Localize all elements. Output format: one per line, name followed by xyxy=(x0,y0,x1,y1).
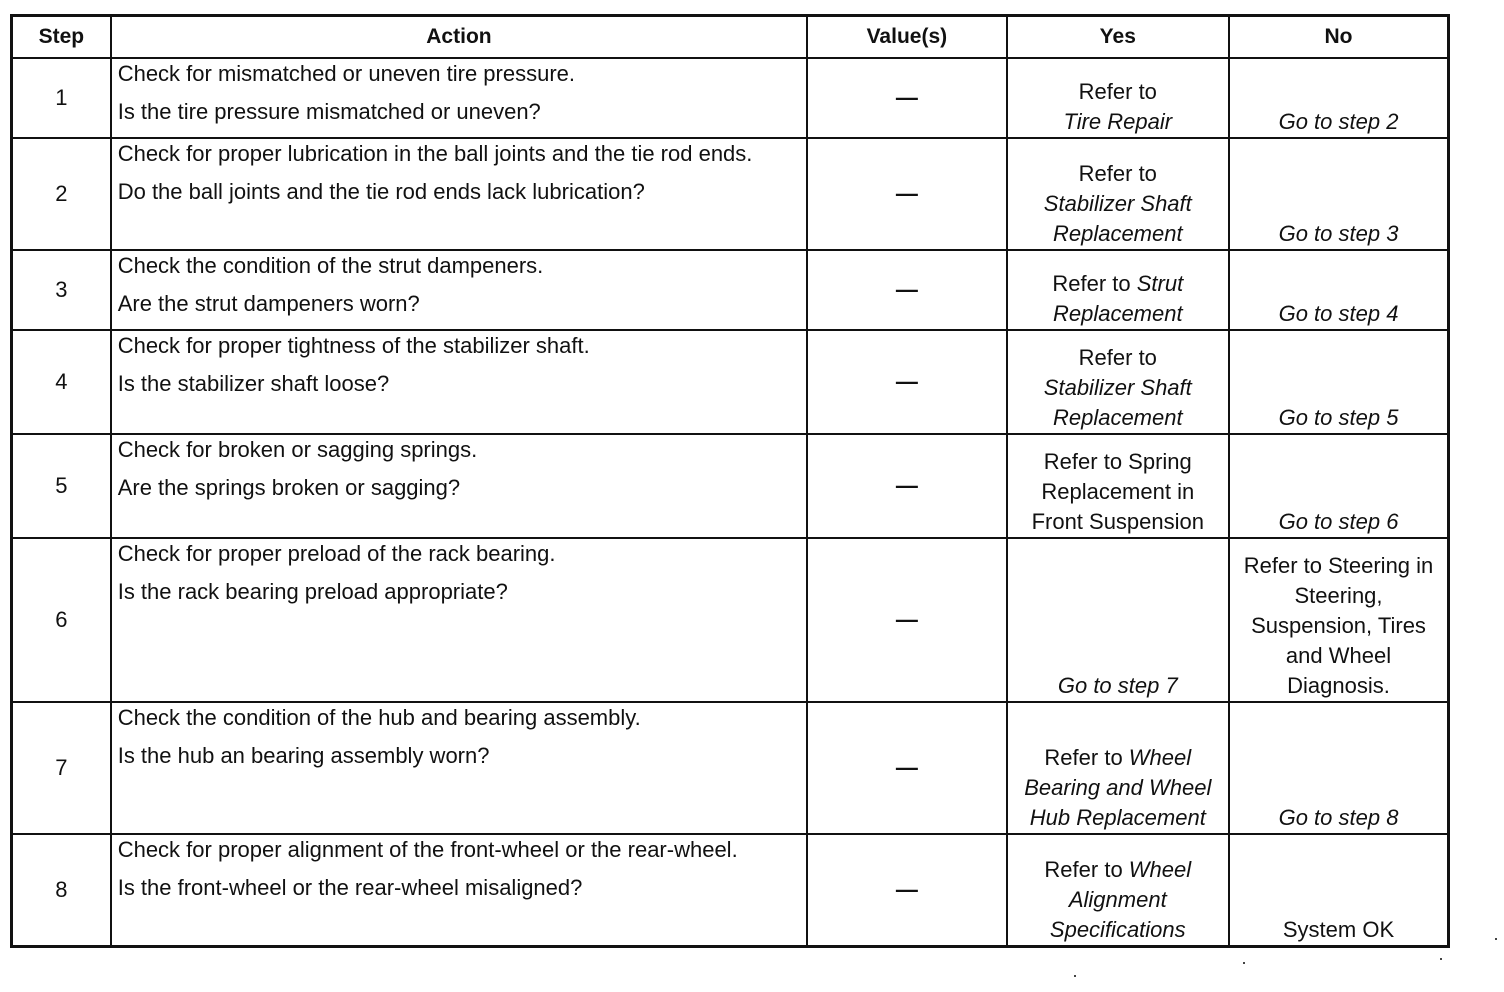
no-cell xyxy=(1229,138,1448,250)
value-cell: — xyxy=(807,834,1006,946)
yes-text: Stabilizer Shaft Replacement xyxy=(1043,375,1192,430)
action-cell xyxy=(111,138,807,250)
no-text: Refer to Steering in Steering, Suspension, Tires and Wheel Diagnosis. xyxy=(1243,553,1434,698)
header-no: No xyxy=(1229,16,1448,59)
table-row xyxy=(12,330,1449,434)
action-cell xyxy=(111,330,807,434)
no-cell xyxy=(1229,434,1448,538)
action-text: Is the front-wheel or the rear-wheel misaligned? xyxy=(117,875,583,900)
yes-cell xyxy=(1007,434,1229,538)
no-text: Go to step 6 xyxy=(1278,509,1399,534)
action-text: Are the springs broken or sagging? xyxy=(117,475,461,500)
action-cell xyxy=(111,538,807,702)
yes-cell xyxy=(1007,250,1229,330)
action-text: Is the tire pressure mismatched or uneven? xyxy=(117,99,541,124)
yes-text: Refer to xyxy=(1078,345,1157,370)
yes-cell xyxy=(1007,538,1229,702)
header-step: Step xyxy=(12,16,111,59)
action-text: Check for proper lubrication in the ball joints and the tie rod ends. xyxy=(117,141,753,166)
step-number: 4 xyxy=(12,330,111,434)
action-cell xyxy=(111,58,807,138)
action-text: Check the condition of the hub and bearing assembly. xyxy=(117,705,641,730)
action-cell xyxy=(111,434,807,538)
action-text: Is the hub an bearing assembly worn? xyxy=(117,743,490,768)
value-cell: — xyxy=(807,330,1006,434)
yes-text: Go to step 7 xyxy=(1057,673,1178,698)
value-cell: — xyxy=(807,434,1006,538)
no-cell xyxy=(1229,538,1448,702)
yes-text: Refer to xyxy=(1078,161,1157,186)
yes-text: Refer to xyxy=(1078,79,1157,104)
header-row xyxy=(12,16,1449,59)
no-cell xyxy=(1229,58,1448,138)
yes-text: Refer to Spring Replacement in Front Suspension xyxy=(1031,449,1204,534)
no-cell xyxy=(1229,330,1448,434)
action-cell xyxy=(111,250,807,330)
yes-cell xyxy=(1007,138,1229,250)
table-row xyxy=(12,58,1449,138)
step-number: 3 xyxy=(12,250,111,330)
no-text: Go to step 3 xyxy=(1278,221,1399,246)
no-text: Go to step 4 xyxy=(1278,301,1399,326)
yes-text: Refer to xyxy=(1044,856,1129,882)
step-number: 7 xyxy=(12,702,111,834)
table-row xyxy=(12,250,1449,330)
yes-text: Tire Repair xyxy=(1063,109,1173,134)
diagnostic-table xyxy=(10,14,1450,948)
yes-text: Wheel Bearing and Wheel Hub Replacement xyxy=(1024,745,1212,830)
table-row xyxy=(12,702,1449,834)
header-values: Value(s) xyxy=(807,16,1006,59)
table-row xyxy=(12,538,1449,702)
yes-text: Refer to xyxy=(1044,745,1129,770)
value-cell: — xyxy=(807,538,1006,702)
value-cell: — xyxy=(807,702,1006,834)
action-cell xyxy=(111,702,807,834)
header-action: Action xyxy=(111,16,807,59)
no-text: Go to step 8 xyxy=(1278,805,1399,830)
table-row xyxy=(12,434,1449,538)
yes-cell xyxy=(1007,330,1229,434)
yes-cell xyxy=(1007,834,1229,946)
header-yes: Yes xyxy=(1007,16,1229,59)
step-number: 5 xyxy=(12,434,111,538)
value-cell: — xyxy=(807,58,1006,138)
scan-speck xyxy=(1243,962,1245,964)
action-cell xyxy=(111,834,807,946)
yes-text: Strut Replacement xyxy=(1052,271,1184,326)
no-cell xyxy=(1229,834,1448,946)
scan-speck xyxy=(1074,975,1076,977)
scan-speck xyxy=(1440,958,1442,960)
action-text: Is the rack bearing preload appropriate? xyxy=(117,579,508,604)
action-text: Check for mismatched or uneven tire pressure. xyxy=(117,61,576,86)
no-cell xyxy=(1229,702,1448,834)
step-number: 6 xyxy=(12,538,111,702)
action-text: Check for proper tightness of the stabilizer shaft. xyxy=(117,333,590,358)
action-text: Is the stabilizer shaft loose? xyxy=(117,371,390,396)
no-text: Go to step 2 xyxy=(1278,109,1399,134)
step-number: 8 xyxy=(12,834,111,946)
no-cell xyxy=(1229,250,1448,330)
step-number: 1 xyxy=(12,58,111,138)
value-cell: — xyxy=(807,250,1006,330)
yes-cell xyxy=(1007,702,1229,834)
table-row xyxy=(12,138,1449,250)
yes-text: Wheel Alignment Specifications xyxy=(1049,856,1192,942)
no-text: Go to step 5 xyxy=(1278,405,1399,430)
yes-cell xyxy=(1007,58,1229,138)
value-cell: — xyxy=(807,138,1006,250)
yes-text: Stabilizer Shaft Replacement xyxy=(1043,191,1192,246)
action-text: Do the ball joints and the tie rod ends lack lubrication? xyxy=(117,179,645,204)
no-text: System OK xyxy=(1282,916,1395,942)
table-body xyxy=(12,58,1449,946)
action-text: Check for broken or sagging springs. xyxy=(117,437,478,462)
action-text: Check for proper alignment of the front-wheel or the rear-wheel. xyxy=(117,837,738,862)
table-row xyxy=(12,834,1449,946)
action-text: Are the strut dampeners worn? xyxy=(117,291,420,316)
action-text: Check for proper preload of the rack bearing. xyxy=(117,541,556,566)
step-number: 2 xyxy=(12,138,111,250)
yes-text: Refer to xyxy=(1052,271,1137,296)
action-text: Check the condition of the strut dampeners. xyxy=(117,253,544,278)
scan-speck xyxy=(1495,938,1497,940)
